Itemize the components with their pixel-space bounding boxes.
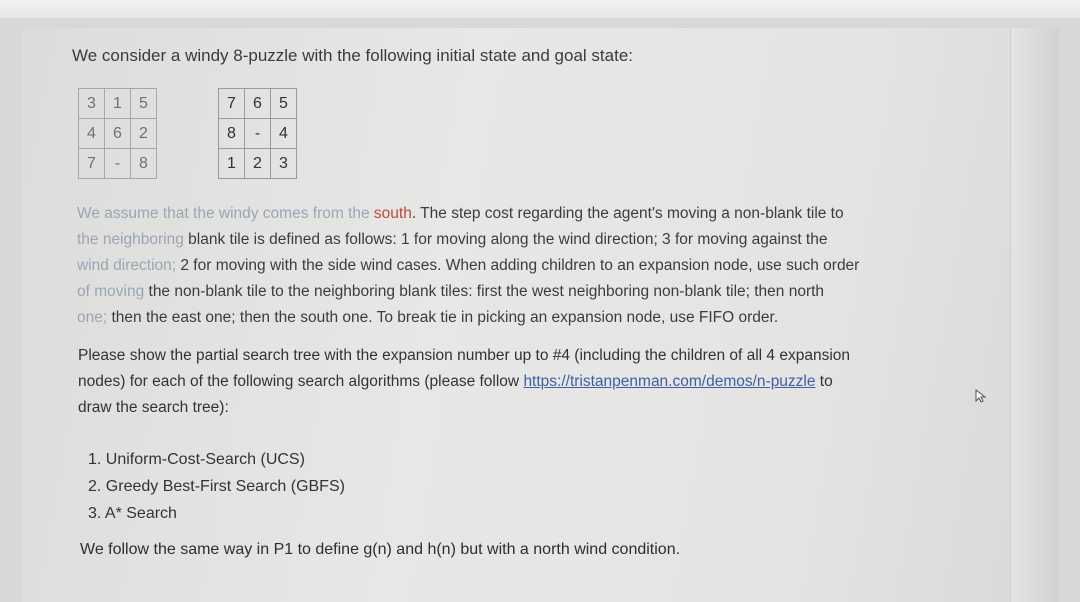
text-line [77, 279, 977, 305]
text-span: of moving [77, 283, 145, 300]
text-span: then the east one; then the south one. To break tie in picking an expansion node, use FIFO order. [107, 309, 779, 326]
text-line [77, 201, 977, 227]
problem-heading: We consider a windy 8-puzzle with the following initial state and goal state: [72, 46, 633, 65]
text-span: wind direction; [77, 257, 177, 274]
grid-row [219, 119, 297, 149]
text-line [77, 253, 977, 279]
wind-direction-highlight: south [373, 205, 412, 222]
grid-cell: 2 [245, 149, 271, 179]
text-span: the neighboring [77, 231, 184, 248]
text-span: to [815, 373, 833, 390]
instructions-paragraph [78, 343, 978, 421]
step-cost-paragraph [77, 201, 977, 331]
grid-cell: 1 [219, 149, 245, 179]
text-line [77, 227, 977, 253]
page-edge [1010, 28, 1059, 602]
grid-row [79, 149, 157, 179]
grid-cell: 1 [105, 89, 131, 119]
text-span: . The step cost regarding the agent's moving a non-blank tile to [411, 205, 844, 222]
grid-row [219, 149, 297, 179]
grid-cell: 4 [79, 119, 105, 149]
grid-row [219, 89, 297, 119]
grid-cell: 8 [219, 119, 245, 149]
grid-cell: 8 [131, 149, 157, 179]
text-span: 2 for moving with the side wind cases. When adding children to an expansion node, use such order [176, 257, 860, 274]
grid-cell: 4 [271, 119, 297, 149]
grid-cell: - [105, 149, 131, 179]
algorithm-list [88, 446, 345, 527]
grid-cell: 7 [79, 149, 105, 179]
text-span: nodes) for each of the following search algorithms (please follow [78, 373, 524, 390]
text-line: draw the search tree): [78, 399, 229, 416]
n-puzzle-demo-link[interactable]: https://tristanpenman.com/demos/n-puzzle [523, 373, 816, 390]
grid-cell: 3 [271, 149, 297, 179]
list-item: 3. A* Search [88, 505, 177, 522]
grid-cell: 5 [131, 89, 157, 119]
grid-cell: 6 [105, 119, 131, 149]
list-item: 1. Uniform-Cost-Search (UCS) [88, 451, 305, 468]
document-photo [22, 28, 1058, 602]
goal-state-grid [218, 88, 297, 179]
grid-cell: 7 [219, 89, 245, 119]
top-bar [0, 0, 1080, 18]
initial-state-grid [78, 88, 157, 179]
mouse-pointer-icon [974, 389, 988, 403]
grid-cell: 3 [79, 89, 105, 119]
grid-cell: 6 [245, 89, 271, 119]
text-span: the non-blank tile to the neighboring blank tiles: first the west neighboring non-blank tile; then north [144, 283, 825, 300]
text-span: We assume that the windy comes from the [77, 205, 374, 222]
grid-cell: 2 [131, 119, 157, 149]
grid-row [79, 119, 157, 149]
text-line [77, 305, 977, 331]
text-span: one; [77, 309, 108, 326]
text-span: blank tile is defined as follows: 1 for moving along the wind direction; 3 for moving against the [183, 231, 828, 248]
grid-cell: 5 [271, 89, 297, 119]
text-line: Please show the partial search tree with the expansion number up to #4 (including the children of all 4 expansion [78, 347, 851, 364]
text-line [78, 369, 978, 395]
closing-sentence: We follow the same way in P1 to define g(n) and h(n) but with a north wind condition. [80, 541, 681, 558]
grid-cell: - [245, 119, 271, 149]
list-item: 2. Greedy Best-First Search (GBFS) [88, 478, 345, 495]
grid-row [79, 89, 157, 119]
